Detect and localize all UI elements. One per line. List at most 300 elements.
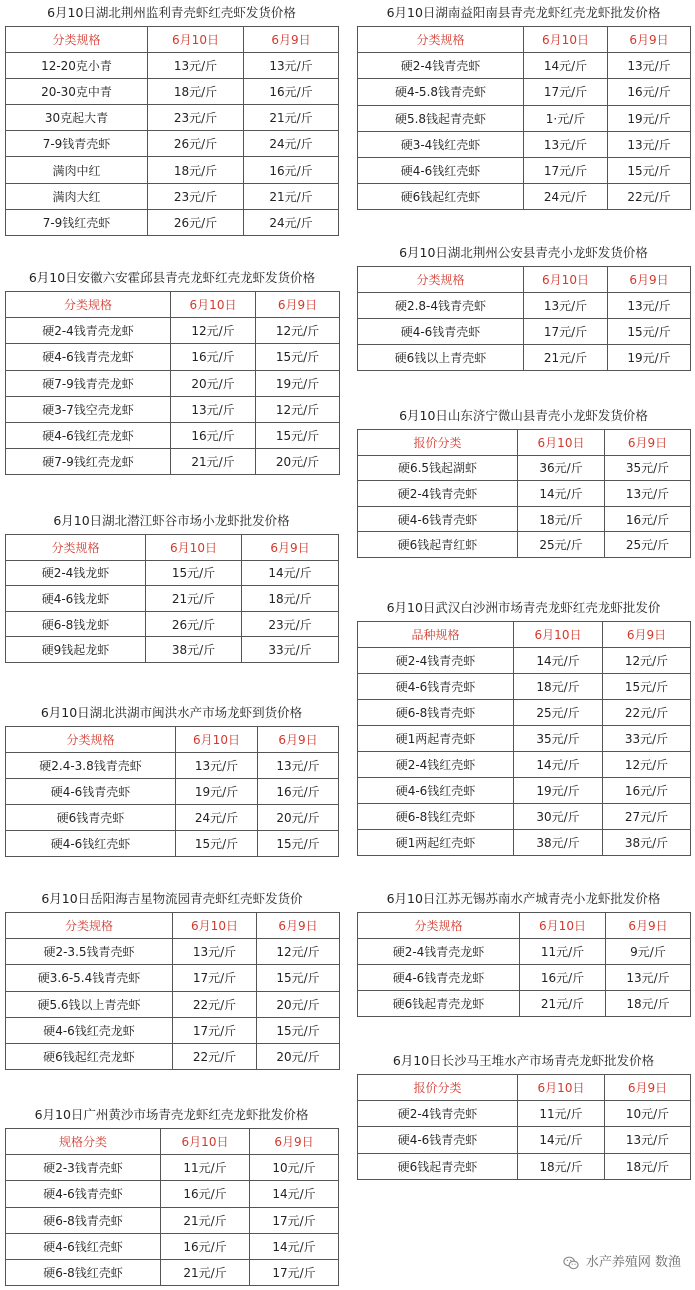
table-title: 6月10日广州黄沙市场青壳龙虾红壳龙虾批发价格 (34, 1107, 309, 1122)
table-row (358, 726, 691, 752)
spec-cell: 硬2-4钱青壳虾 (358, 481, 518, 507)
spec-cell: 硬4-6钱青壳虾 (6, 1181, 161, 1207)
price-cell: 16元/斤 (161, 1233, 250, 1259)
price-cell: 16元/斤 (244, 157, 339, 183)
price-cell: 13元/斤 (524, 293, 608, 319)
wechat-icon (562, 1254, 580, 1272)
spec-cell: 满肉中红 (6, 157, 148, 183)
table-row (6, 449, 340, 475)
table-row (358, 455, 691, 481)
header-cell: 6月9日 (608, 27, 691, 53)
price-cell: 12元/斤 (256, 318, 340, 344)
table-row (6, 1017, 340, 1043)
spec-cell: 硬4-6钱红壳龙虾 (6, 1017, 173, 1043)
price-cell: 23元/斤 (148, 183, 244, 209)
price-cell: 16元/斤 (258, 779, 339, 805)
table-row (358, 184, 691, 210)
spec-cell: 硬7-9钱红壳龙虾 (6, 449, 171, 475)
table-row (6, 586, 339, 612)
spec-cell: 硬6钱起青壳虾 (358, 1153, 518, 1179)
spec-cell: 硬6钱以上青壳虾 (358, 345, 524, 371)
spec-cell: 硬2.8-4钱青壳虾 (358, 293, 524, 319)
price-cell: 12元/斤 (603, 752, 691, 778)
price-cell: 12元/斤 (171, 318, 256, 344)
table-row (6, 991, 340, 1017)
watermark-text: 水产养殖网 数渔 (585, 1255, 681, 1270)
header-cell: 6月10日 (524, 27, 608, 53)
price-cell: 14元/斤 (242, 560, 339, 586)
price-cell: 18元/斤 (606, 991, 691, 1017)
table-header-row (358, 27, 691, 53)
price-cell: 16元/斤 (520, 965, 606, 991)
table-row (358, 939, 691, 965)
table-row (358, 79, 691, 105)
table-row (358, 293, 691, 319)
table-header-row (6, 535, 339, 561)
price-cell: 24元/斤 (244, 209, 339, 235)
table-row (6, 1181, 339, 1207)
price-cell: 13元/斤 (148, 53, 244, 79)
price-cell: 17元/斤 (173, 1017, 257, 1043)
spec-cell: 硬3-4钱红壳虾 (358, 131, 524, 157)
price-cell: 23元/斤 (148, 105, 244, 131)
table-row (6, 560, 339, 586)
header-cell: 6月10日 (171, 292, 256, 318)
price-cell: 25元/斤 (518, 532, 605, 558)
header-cell: 6月10日 (173, 913, 257, 939)
spec-cell: 硬2-3.5钱青壳虾 (6, 939, 173, 965)
price-cell: 22元/斤 (603, 700, 691, 726)
header-cell: 6月9日 (257, 913, 340, 939)
spec-cell: 硬2-4钱青壳虾 (358, 1101, 518, 1127)
table-row (358, 965, 691, 991)
table-row (6, 1259, 339, 1285)
table-title: 6月10日湖北荆州公安县青壳小龙虾发货价格 (399, 245, 648, 260)
header-cell: 6月9日 (256, 292, 340, 318)
header-cell: 6月10日 (520, 913, 606, 939)
header-cell: 6月10日 (148, 27, 244, 53)
table-row (6, 79, 339, 105)
table-row (358, 345, 691, 371)
price-cell: 18元/斤 (148, 79, 244, 105)
table-row (358, 1101, 691, 1127)
price-cell: 14元/斤 (524, 53, 608, 79)
price-cell: 38元/斤 (146, 637, 242, 663)
price-cell: 11元/斤 (520, 939, 606, 965)
spec-cell: 硬6-8钱龙虾 (6, 611, 146, 637)
price-cell: 24元/斤 (244, 131, 339, 157)
header-cell: 品种规格 (358, 622, 514, 648)
price-cell: 15元/斤 (258, 831, 339, 857)
header-cell: 6月9日 (608, 267, 691, 293)
price-cell: 11元/斤 (518, 1101, 605, 1127)
header-cell: 6月9日 (242, 535, 339, 561)
price-cell: 13元/斤 (605, 481, 691, 507)
table-row (6, 637, 339, 663)
spec-cell: 硬4-6钱青壳龙虾 (358, 965, 520, 991)
spec-cell: 12-20克小青 (6, 53, 148, 79)
spec-cell: 硬4-6钱红壳虾 (6, 1233, 161, 1259)
table-row (6, 805, 339, 831)
price-cell: 16元/斤 (608, 79, 691, 105)
spec-cell: 硬6钱起红壳龙虾 (6, 1043, 173, 1069)
table-header-row (358, 913, 691, 939)
price-cell: 16元/斤 (161, 1181, 250, 1207)
price-cell: 14元/斤 (250, 1181, 339, 1207)
price-cell: 17元/斤 (524, 157, 608, 183)
table-row (358, 1153, 691, 1179)
header-cell: 分类规格 (6, 27, 148, 53)
table-row (6, 396, 340, 422)
table-row (6, 753, 339, 779)
table-header-row (6, 913, 340, 939)
price-cell: 23元/斤 (242, 611, 339, 637)
price-cell: 18元/斤 (514, 674, 603, 700)
table-title: 6月10日长沙马王堆水产市场青壳龙虾批发价格 (392, 1053, 655, 1068)
header-cell: 6月9日 (244, 27, 339, 53)
header-cell: 报价分类 (358, 1075, 518, 1101)
spec-cell: 硬5.6钱以上青壳虾 (6, 991, 173, 1017)
spec-cell: 硬6-8钱青壳虾 (358, 700, 514, 726)
price-cell: 17元/斤 (250, 1259, 339, 1285)
price-cell: 35元/斤 (605, 455, 691, 481)
spec-cell: 硬6-8钱红壳虾 (358, 804, 514, 830)
price-cell: 18元/斤 (518, 1153, 605, 1179)
spec-cell: 硬4-6钱青壳龙虾 (6, 344, 171, 370)
table-title: 6月10日岳阳海吉星物流园青壳虾红壳虾发货价 (41, 891, 303, 906)
spec-cell: 硬6钱起青壳龙虾 (358, 991, 520, 1017)
spec-cell: 硬4-6钱青壳虾 (358, 674, 514, 700)
spec-cell: 硬2-4钱龙虾 (6, 560, 146, 586)
price-cell: 15元/斤 (608, 319, 691, 345)
spec-cell: 硬1两起青壳虾 (358, 726, 514, 752)
table-row (6, 1207, 339, 1233)
price-cell: 13元/斤 (244, 53, 339, 79)
price-cell: 19元/斤 (608, 105, 691, 131)
price-table (5, 26, 339, 236)
price-cell: 27元/斤 (603, 804, 691, 830)
table-title: 6月10日安徽六安霍邱县青壳龙虾红壳龙虾发货价格 (28, 270, 316, 285)
price-cell: 17元/斤 (250, 1207, 339, 1233)
table-row (6, 53, 339, 79)
header-cell: 规格分类 (6, 1129, 161, 1155)
table-row (358, 991, 691, 1017)
price-cell: 33元/斤 (242, 637, 339, 663)
spec-cell: 硬2-4钱青壳龙虾 (6, 318, 171, 344)
price-table (5, 534, 339, 663)
price-cell: 15元/斤 (608, 157, 691, 183)
table-row (6, 318, 340, 344)
header-cell: 分类规格 (6, 535, 146, 561)
table-row (358, 674, 691, 700)
spec-cell: 硬4-6钱红壳龙虾 (6, 422, 171, 448)
table-row (358, 830, 691, 856)
spec-cell: 硬6-8钱青壳虾 (6, 1207, 161, 1233)
spec-cell: 硬6-8钱红壳虾 (6, 1259, 161, 1285)
price-cell: 14元/斤 (518, 481, 605, 507)
price-cell: 21元/斤 (520, 991, 606, 1017)
price-cell: 26元/斤 (146, 611, 242, 637)
table-row (6, 611, 339, 637)
table-row (358, 778, 691, 804)
spec-cell: 硬2-4钱青壳虾 (358, 53, 524, 79)
header-cell: 6月10日 (146, 535, 242, 561)
table-row (358, 506, 691, 532)
table-row (358, 700, 691, 726)
price-cell: 13元/斤 (176, 753, 258, 779)
price-cell: 16元/斤 (244, 79, 339, 105)
price-cell: 17元/斤 (524, 79, 608, 105)
price-cell: 18元/斤 (242, 586, 339, 612)
table-row (358, 481, 691, 507)
price-cell: 35元/斤 (514, 726, 603, 752)
price-cell: 21元/斤 (244, 183, 339, 209)
price-cell: 30元/斤 (514, 804, 603, 830)
spec-cell: 硬3-7钱空壳龙虾 (6, 396, 171, 422)
header-cell: 分类规格 (358, 913, 520, 939)
price-cell: 21元/斤 (146, 586, 242, 612)
price-cell: 21元/斤 (161, 1207, 250, 1233)
price-cell: 19元/斤 (514, 778, 603, 804)
header-cell: 6月10日 (518, 430, 605, 456)
price-cell: 36元/斤 (518, 455, 605, 481)
spec-cell: 硬6钱起青红虾 (358, 532, 518, 558)
spec-cell: 硬6钱起红壳虾 (358, 184, 524, 210)
price-cell: 12元/斤 (256, 396, 340, 422)
price-cell: 16元/斤 (171, 344, 256, 370)
header-cell: 6月10日 (161, 1129, 250, 1155)
price-cell: 12元/斤 (257, 939, 340, 965)
spec-cell: 20-30克中青 (6, 79, 148, 105)
price-cell: 15元/斤 (256, 344, 340, 370)
table-row (6, 1233, 339, 1259)
table-row (6, 831, 339, 857)
price-cell: 13元/斤 (606, 965, 691, 991)
table-row (6, 1043, 340, 1069)
header-cell: 6月10日 (514, 622, 603, 648)
table-row (6, 131, 339, 157)
price-cell: 11元/斤 (161, 1155, 250, 1181)
price-table (5, 291, 340, 475)
price-cell: 25元/斤 (605, 532, 691, 558)
price-cell: 18元/斤 (518, 506, 605, 532)
price-cell: 14元/斤 (514, 648, 603, 674)
spec-cell: 硬2-4钱青壳虾 (358, 648, 514, 674)
price-table (5, 726, 339, 857)
price-cell: 21元/斤 (171, 449, 256, 475)
price-cell: 25元/斤 (514, 700, 603, 726)
table-row (6, 1155, 339, 1181)
price-cell: 16元/斤 (171, 422, 256, 448)
header-cell: 分类规格 (6, 913, 173, 939)
table-header-row (6, 1129, 339, 1155)
price-cell: 18元/斤 (148, 157, 244, 183)
price-cell: 20元/斤 (257, 991, 340, 1017)
table-header-row (358, 430, 691, 456)
price-cell: 24元/斤 (176, 805, 258, 831)
spec-cell: 硬2-4钱红壳虾 (358, 752, 514, 778)
price-cell: 22元/斤 (173, 1043, 257, 1069)
price-cell: 26元/斤 (148, 131, 244, 157)
price-cell: 26元/斤 (148, 209, 244, 235)
price-cell: 16元/斤 (605, 506, 691, 532)
price-cell: 20元/斤 (257, 1043, 340, 1069)
table-row (358, 131, 691, 157)
price-cell: 21元/斤 (244, 105, 339, 131)
spec-cell: 硬5.8钱起青壳虾 (358, 105, 524, 131)
header-cell: 分类规格 (358, 267, 524, 293)
spec-cell: 硬6.5钱起湖虾 (358, 455, 518, 481)
table-row (6, 344, 340, 370)
price-table (357, 429, 691, 558)
price-table (357, 266, 691, 371)
price-cell: 1·元/斤 (524, 105, 608, 131)
price-cell: 21元/斤 (524, 345, 608, 371)
table-title: 6月10日湖北洪湖市闽洪水产市场龙虾到货价格 (40, 705, 303, 720)
table-title: 6月10日武汉白沙洲市场青壳龙虾红壳龙虾批发价 (386, 600, 661, 615)
price-cell: 13元/斤 (524, 131, 608, 157)
price-cell: 19元/斤 (256, 370, 340, 396)
price-cell: 17元/斤 (524, 319, 608, 345)
price-cell: 20元/斤 (171, 370, 256, 396)
price-cell: 15元/斤 (257, 1017, 340, 1043)
price-table (357, 912, 691, 1017)
price-cell: 13元/斤 (608, 53, 691, 79)
spec-cell: 硬9钱起龙虾 (6, 637, 146, 663)
spec-cell: 硬3.6-5.4钱青壳虾 (6, 965, 173, 991)
spec-cell: 硬4-6钱青壳虾 (358, 319, 524, 345)
price-cell: 13元/斤 (173, 939, 257, 965)
spec-cell: 7-9钱红壳虾 (6, 209, 148, 235)
price-cell: 15元/斤 (176, 831, 258, 857)
table-header-row (358, 622, 691, 648)
table-row (6, 157, 339, 183)
table-title: 6月10日湖南益阳南县青壳龙虾红壳龙虾批发价格 (386, 5, 661, 20)
table-row (358, 157, 691, 183)
header-cell: 6月10日 (524, 267, 608, 293)
table-row (358, 319, 691, 345)
spec-cell: 30克起大青 (6, 105, 148, 131)
spec-cell: 硬4-6钱红壳虾 (6, 831, 176, 857)
price-cell: 19元/斤 (608, 345, 691, 371)
price-cell: 19元/斤 (176, 779, 258, 805)
price-cell: 13元/斤 (608, 293, 691, 319)
price-cell: 33元/斤 (603, 726, 691, 752)
header-cell: 分类规格 (6, 727, 176, 753)
header-cell: 6月9日 (605, 430, 691, 456)
price-cell: 38元/斤 (514, 830, 603, 856)
price-cell: 12元/斤 (603, 648, 691, 674)
price-cell: 10元/斤 (250, 1155, 339, 1181)
table-row (358, 1127, 691, 1153)
price-cell: 15元/斤 (257, 965, 340, 991)
price-cell: 16元/斤 (603, 778, 691, 804)
header-cell: 6月9日 (606, 913, 691, 939)
spec-cell: 硬4-6钱青壳虾 (358, 506, 518, 532)
table-header-row (358, 267, 691, 293)
price-cell: 13元/斤 (608, 131, 691, 157)
price-cell: 20元/斤 (256, 449, 340, 475)
spec-cell: 硬1两起红壳虾 (358, 830, 514, 856)
price-cell: 9元/斤 (606, 939, 691, 965)
header-cell: 6月9日 (250, 1129, 339, 1155)
price-cell: 24元/斤 (524, 184, 608, 210)
spec-cell: 硬2-4钱青壳龙虾 (358, 939, 520, 965)
table-row (6, 939, 340, 965)
header-cell: 分类规格 (6, 292, 171, 318)
price-cell: 17元/斤 (173, 965, 257, 991)
table-row (358, 105, 691, 131)
price-cell: 14元/斤 (514, 752, 603, 778)
price-cell: 14元/斤 (250, 1233, 339, 1259)
table-row (6, 422, 340, 448)
price-cell: 21元/斤 (161, 1259, 250, 1285)
price-cell: 13元/斤 (605, 1127, 691, 1153)
header-cell: 6月9日 (258, 727, 339, 753)
header-cell: 6月10日 (518, 1075, 605, 1101)
spec-cell: 硬4-6钱青壳虾 (6, 779, 176, 805)
price-table (5, 1128, 339, 1286)
price-cell: 10元/斤 (605, 1101, 691, 1127)
table-header-row (6, 27, 339, 53)
price-cell: 38元/斤 (603, 830, 691, 856)
table-header-row (6, 727, 339, 753)
table-header-row (6, 292, 340, 318)
price-cell: 22元/斤 (173, 991, 257, 1017)
table-row (6, 209, 339, 235)
price-cell: 13元/斤 (258, 753, 339, 779)
spec-cell: 硬4-5.8钱青壳虾 (358, 79, 524, 105)
spec-cell: 满肉大红 (6, 183, 148, 209)
price-cell: 20元/斤 (258, 805, 339, 831)
table-title: 6月10日湖北潜江虾谷市场小龙虾批发价格 (53, 513, 290, 528)
table-row (6, 965, 340, 991)
spec-cell: 7-9钱青壳虾 (6, 131, 148, 157)
price-cell: 15元/斤 (603, 674, 691, 700)
table-row (358, 752, 691, 778)
price-table (357, 621, 691, 856)
header-cell: 6月9日 (605, 1075, 691, 1101)
table-row (6, 370, 340, 396)
price-cell: 22元/斤 (608, 184, 691, 210)
table-title: 6月10日湖北荆州监利青壳虾红壳虾发货价格 (47, 5, 296, 20)
header-cell: 6月9日 (603, 622, 691, 648)
price-cell: 14元/斤 (518, 1127, 605, 1153)
spec-cell: 硬6钱青壳虾 (6, 805, 176, 831)
price-table (357, 1074, 691, 1180)
price-cell: 18元/斤 (605, 1153, 691, 1179)
price-table (357, 26, 691, 210)
table-row (6, 779, 339, 805)
header-cell: 报价分类 (358, 430, 518, 456)
table-title: 6月10日山东济宁微山县青壳小龙虾发货价格 (399, 408, 648, 423)
spec-cell: 硬4-6钱青壳虾 (358, 1127, 518, 1153)
price-table (5, 912, 340, 1070)
table-row (6, 183, 339, 209)
table-header-row (358, 1075, 691, 1101)
table-row (358, 648, 691, 674)
price-cell: 13元/斤 (171, 396, 256, 422)
table-row (358, 532, 691, 558)
header-cell: 分类规格 (358, 27, 524, 53)
watermark (562, 1252, 681, 1274)
table-row (358, 53, 691, 79)
spec-cell: 硬4-6钱红壳虾 (358, 778, 514, 804)
spec-cell: 硬4-6钱红壳虾 (358, 157, 524, 183)
table-row (358, 804, 691, 830)
spec-cell: 硬2-3钱青壳虾 (6, 1155, 161, 1181)
price-cell: 15元/斤 (256, 422, 340, 448)
